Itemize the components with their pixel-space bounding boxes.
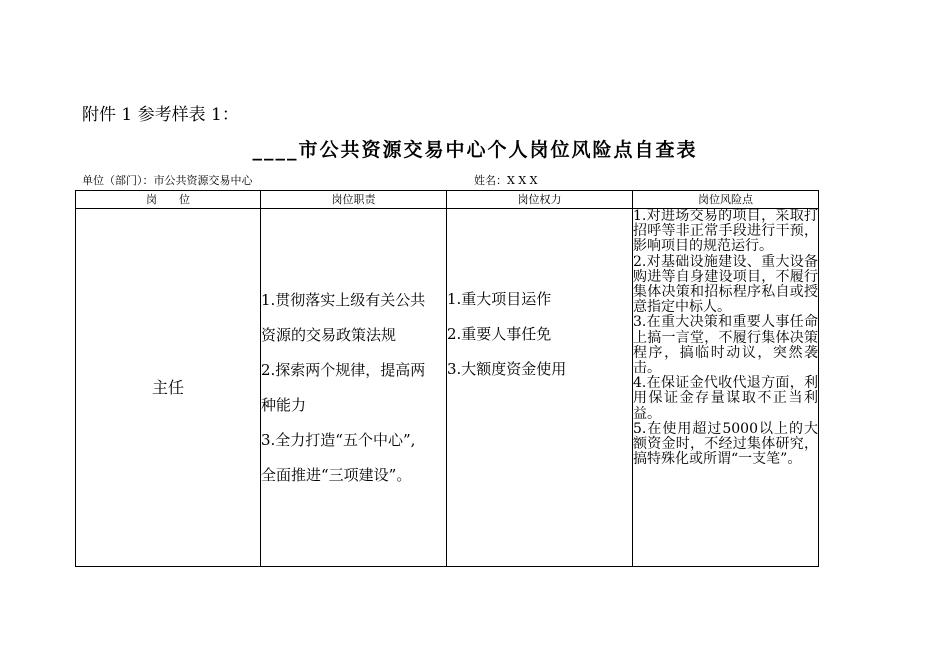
duty-line: 2.探索两个规律，提高两: [261, 360, 426, 379]
unit-line: 单位（部门）：市公共资源交易中心: [82, 174, 253, 187]
power-line: 3.大额度资金使用: [447, 360, 567, 378]
risk-item: 4.在保证金代收代退方面，利用保证金存量谋取不正当利益。: [633, 375, 818, 422]
table-header-row: [76, 191, 819, 209]
power-line: 2.重要人事任免: [447, 325, 552, 343]
duty-line: 全面推进“三项建设”。: [261, 465, 412, 484]
annex-label: 附件 1 参考样表 1：: [82, 105, 239, 125]
risk-item: 5.在使用超过5000以上的大额资金时，不经过集体研究，搞特殊化或所谓“一支笔”。: [633, 420, 818, 468]
header-risk-points: 岗位风险点: [633, 191, 819, 209]
risk-item: 3.在重大决策和重要人事任命上搞一言堂，不履行集体决策程序，搞临时动议，突然袭击。: [633, 314, 818, 377]
duty-line: 资源的交易政策法规: [261, 325, 397, 344]
header-post: 岗 位: [76, 191, 261, 209]
duty-line: 3.全力打造“五个中心”,: [261, 430, 416, 449]
header-duties: 岗位职责: [261, 191, 447, 209]
duty-line: 1.贯彻落实上级有关公共: [261, 290, 426, 309]
powers-cell: [447, 209, 633, 567]
risk-self-check-table: [75, 190, 819, 567]
header-powers: 岗位权力: [447, 191, 633, 209]
risk-points-cell: [633, 209, 819, 567]
risk-item: 1.对进场交易的项目，采取打招呼等非正常手段进行干预，影响项目的规范运行。: [633, 208, 818, 255]
risk-item: 2.对基础设施建设、重大设备购进等自身建设项目，不履行集体决策和招标程序私自或授意指定中标人。: [633, 253, 818, 316]
duties-cell: [261, 209, 447, 567]
table-row: [76, 209, 819, 567]
duty-line: 种能力: [261, 395, 307, 414]
post-cell: 主任: [76, 209, 261, 567]
name-line: 姓名：X X X: [474, 174, 538, 187]
power-line: 1.重大项目运作: [447, 290, 552, 308]
page-title: ____市公共资源交易中心个人岗位风险点自查表: [252, 139, 698, 161]
